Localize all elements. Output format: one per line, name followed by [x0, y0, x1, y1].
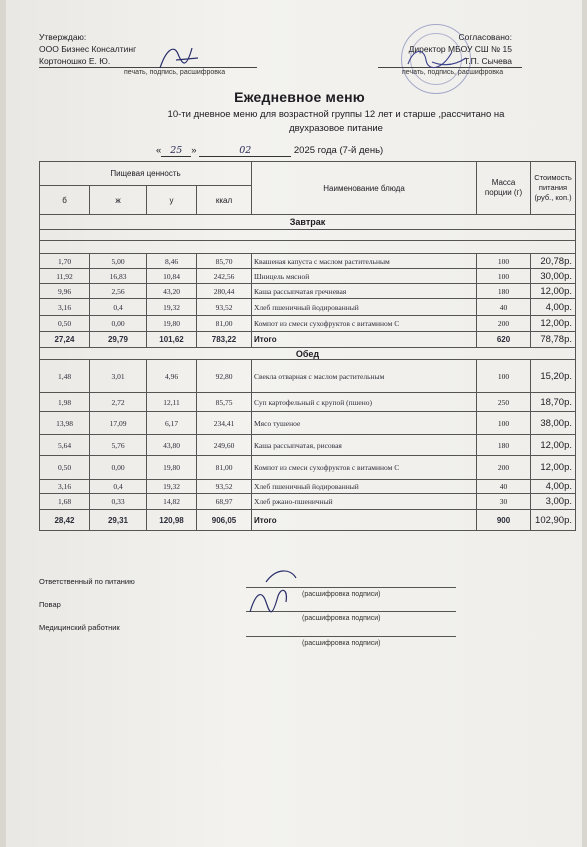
cell-mass: 30 — [477, 494, 531, 510]
cell-dish: Компот из смеси сухофруктов с витамином С — [252, 456, 477, 480]
cell-kcal: 81,00 — [197, 456, 252, 480]
cell-b: 0,50 — [40, 456, 90, 480]
cell-kcal: 85,75 — [197, 393, 252, 412]
header-zh: ж — [90, 186, 147, 215]
table-row — [40, 393, 576, 412]
cell-dish: Хлеб пшеничный йодированный — [252, 299, 477, 316]
cell-zh: 2,56 — [90, 284, 147, 299]
table-row — [40, 480, 576, 494]
header-mass: Масса порции (г) — [477, 162, 531, 215]
cell-kcal: 242,56 — [197, 269, 252, 284]
cell-u: 12,11 — [147, 393, 197, 412]
cell-dish: Каша рассыпчатая гречневая — [252, 284, 477, 299]
cell-mass: 180 — [477, 435, 531, 456]
cell-kcal: 68,97 — [197, 494, 252, 510]
date-year-suffix: 2025 года (7-й день) — [293, 145, 384, 156]
cell-b: 5,64 — [40, 435, 90, 456]
cell-b: 13,98 — [40, 412, 90, 435]
cell-dish: Свекла отварная с маслом растительным — [252, 360, 477, 393]
approval-person: Кортоношко Е. Ю. — [39, 56, 111, 66]
table-row — [40, 284, 576, 299]
total-u: 101,62 — [147, 332, 197, 348]
cell-b: 3,16 — [40, 480, 90, 494]
cell-zh: 16,83 — [90, 269, 147, 284]
cell-dish: Хлеб пшеничный йодированный — [252, 480, 477, 494]
cell-u: 10,84 — [147, 269, 197, 284]
header-b: б — [40, 186, 90, 215]
table-row — [40, 316, 576, 332]
cell-dish: Шницель мясной — [252, 269, 477, 284]
cell-kcal: 85,70 — [197, 254, 252, 269]
total-b: 27,24 — [40, 332, 90, 348]
approval-caption: печать, подпись, расшифровка — [124, 69, 226, 76]
responsible-caption: (расшифровка подписи) — [302, 591, 381, 598]
cook-label: Повар — [39, 600, 61, 609]
cell-cost: 38,00р. — [531, 412, 576, 435]
approval-org: ООО Бизнес Консалтинг — [39, 44, 137, 54]
page-subtitle — [106, 108, 566, 136]
approval-block — [39, 31, 136, 67]
cell-b: 0,50 — [40, 316, 90, 332]
header-u: у — [147, 186, 197, 215]
cell-u: 6,17 — [147, 412, 197, 435]
cell-zh: 3,01 — [90, 360, 147, 393]
cell-mass: 200 — [477, 316, 531, 332]
subtitle-line-1: 10-ти дневное меню для возрастной группы 12 лет и старше ,рассчитано на — [167, 109, 505, 120]
cell-mass: 100 — [477, 269, 531, 284]
cell-dish: Компот из смеси сухофруктов с витамином С — [252, 316, 477, 332]
total-b: 28,42 — [40, 510, 90, 531]
cell-u: 19,80 — [147, 316, 197, 332]
cell-b: 11,92 — [40, 269, 90, 284]
cell-kcal: 81,00 — [197, 316, 252, 332]
agreement-label: Согласовано: — [458, 32, 512, 42]
cell-u: 19,32 — [147, 480, 197, 494]
date-month: 02 — [199, 145, 291, 157]
cell-u: 14,82 — [147, 494, 197, 510]
header-nutrition: Пищевая ценность — [40, 162, 252, 186]
medic-caption: (расшифровка подписи) — [302, 640, 381, 647]
cell-kcal: 93,52 — [197, 480, 252, 494]
cell-zh: 0,4 — [90, 299, 147, 316]
cell-b: 3,16 — [40, 299, 90, 316]
cell-u: 4,96 — [147, 360, 197, 393]
cell-mass: 200 — [477, 456, 531, 480]
cell-cost: 20,78р. — [531, 254, 576, 269]
cell-kcal: 93,52 — [197, 299, 252, 316]
total-mass: 900 — [477, 510, 531, 531]
cell-cost: 12,00р. — [531, 435, 576, 456]
total-cost: 102,90р. — [531, 510, 576, 531]
subtitle-line-2: двухразовое питание — [289, 123, 383, 134]
document-page — [6, 0, 582, 847]
cell-b: 1,68 — [40, 494, 90, 510]
date-day: 25 — [161, 145, 191, 157]
date-line: « 25 » 02 2025 года (7-й день) — [156, 145, 384, 156]
cell-u: 19,80 — [147, 456, 197, 480]
cell-zh: 0,4 — [90, 480, 147, 494]
cell-zh: 0,00 — [90, 456, 147, 480]
cell-kcal: 280,44 — [197, 284, 252, 299]
cell-mass: 100 — [477, 412, 531, 435]
handwritten-signature-left — [156, 40, 202, 74]
table-row — [40, 412, 576, 435]
cell-b: 1,98 — [40, 393, 90, 412]
cell-cost: 15,20р. — [531, 360, 576, 393]
total-label: Итого — [252, 510, 477, 531]
breakfast-total-row — [40, 332, 576, 348]
approval-label: Утверждаю: — [39, 32, 87, 42]
handwritten-signature-right — [402, 44, 472, 74]
header-cost: Стоимость питания (руб., коп.) — [531, 162, 576, 215]
total-zh: 29,79 — [90, 332, 147, 348]
medic-signature-line — [246, 636, 456, 637]
cell-dish: Каша рассыпчатая, рисовая — [252, 435, 477, 456]
empty-row — [40, 230, 576, 241]
cell-mass: 100 — [477, 254, 531, 269]
agreement-person: Т.П. Сычева — [464, 56, 512, 66]
cell-zh: 0,00 — [90, 316, 147, 332]
cell-u: 8,46 — [147, 254, 197, 269]
total-cost: 78,78р. — [531, 332, 576, 348]
cell-mass: 180 — [477, 284, 531, 299]
total-zh: 29,31 — [90, 510, 147, 531]
approval-signature-line — [39, 67, 257, 68]
cook-caption: (расшифровка подписи) — [302, 615, 381, 622]
cell-zh: 2,72 — [90, 393, 147, 412]
table-row — [40, 254, 576, 269]
medic-label: Медицинский работник — [39, 623, 120, 632]
cell-cost: 4,00р. — [531, 299, 576, 316]
cell-cost: 4,00р. — [531, 480, 576, 494]
table-row — [40, 494, 576, 510]
cell-kcal: 249,60 — [197, 435, 252, 456]
total-mass: 620 — [477, 332, 531, 348]
cell-dish: Мясо тушеное — [252, 412, 477, 435]
cell-kcal: 92,80 — [197, 360, 252, 393]
header-dish: Наименование блюда — [252, 162, 477, 215]
lunch-title: Обед — [40, 348, 576, 360]
cell-zh: 0,33 — [90, 494, 147, 510]
cell-u: 43,80 — [147, 435, 197, 456]
total-kcal: 783,22 — [197, 332, 252, 348]
cell-cost: 18,70р. — [531, 393, 576, 412]
cell-cost: 12,00р. — [531, 456, 576, 480]
cell-zh: 5,00 — [90, 254, 147, 269]
agreement-position: Директор МБОУ СШ № 15 — [408, 44, 512, 54]
cell-u: 43,20 — [147, 284, 197, 299]
table-row — [40, 435, 576, 456]
table-row — [40, 299, 576, 316]
lunch-total-row — [40, 510, 576, 531]
cell-dish: Суп картофельный с крупой (пшено) — [252, 393, 477, 412]
menu-table — [39, 161, 576, 531]
cell-zh: 5,76 — [90, 435, 147, 456]
responsible-label: Ответственный по питанию — [39, 577, 135, 586]
cell-mass: 40 — [477, 299, 531, 316]
total-u: 120,98 — [147, 510, 197, 531]
header-kcal: ккал — [197, 186, 252, 215]
cell-dish: Квашеная капуста с маслом растительным — [252, 254, 477, 269]
cell-b: 9,96 — [40, 284, 90, 299]
cell-kcal: 234,41 — [197, 412, 252, 435]
agreement-caption: печать, подпись, расшифровка — [402, 69, 504, 76]
cell-b: 1,48 — [40, 360, 90, 393]
cell-cost: 12,00р. — [531, 284, 576, 299]
empty-row — [40, 241, 576, 254]
cell-u: 19,32 — [147, 299, 197, 316]
cell-zh: 17,09 — [90, 412, 147, 435]
total-label: Итого — [252, 332, 477, 348]
cell-mass: 100 — [477, 360, 531, 393]
cell-cost: 30,00р. — [531, 269, 576, 284]
cell-b: 1,70 — [40, 254, 90, 269]
page-title: Ежедневное меню — [234, 89, 365, 105]
table-row — [40, 456, 576, 480]
table-row — [40, 269, 576, 284]
cell-mass: 250 — [477, 393, 531, 412]
total-kcal: 906,05 — [197, 510, 252, 531]
cell-dish: Хлеб ржано-пшеничный — [252, 494, 477, 510]
cell-cost: 3,00р. — [531, 494, 576, 510]
handwritten-signature-cook — [242, 562, 312, 622]
cell-mass: 40 — [477, 480, 531, 494]
cell-cost: 12,00р. — [531, 316, 576, 332]
table-row — [40, 360, 576, 393]
breakfast-title: Завтрак — [40, 215, 576, 230]
